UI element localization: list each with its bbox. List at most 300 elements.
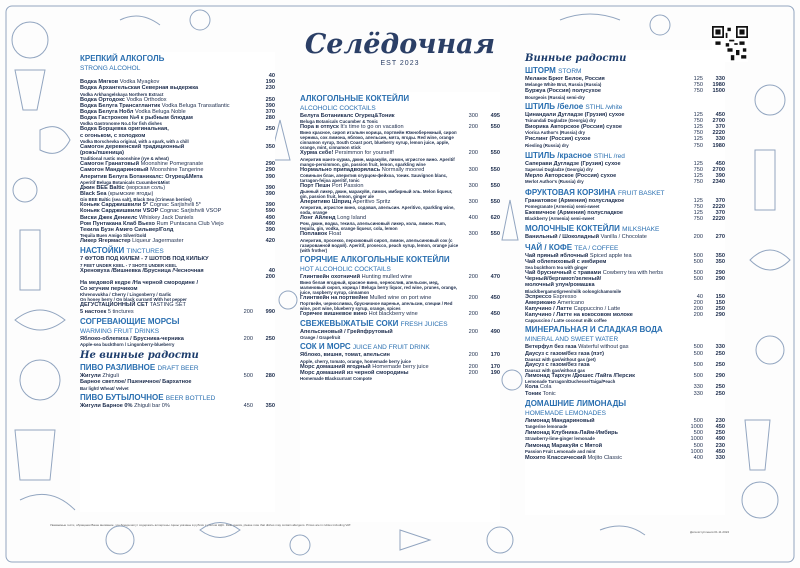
item-volume-2: 750 bbox=[693, 167, 703, 174]
item-name-ru: Виорика Авторское (Россия) сухое bbox=[525, 124, 622, 131]
item-price: 170 bbox=[490, 363, 500, 370]
item-volume: 500 bbox=[693, 350, 703, 357]
item-price: 290 bbox=[715, 270, 725, 277]
item-volume: 750 bbox=[693, 88, 703, 95]
item-subtitle: Blackberry (Armenia) semi-sweet bbox=[525, 216, 595, 222]
item-name-en: Long Island bbox=[337, 215, 367, 222]
item-volume: 500 bbox=[693, 270, 703, 277]
item-name-ru: Водка Мягков bbox=[80, 79, 119, 86]
item-price: 250 bbox=[715, 390, 725, 397]
item-name-ru: Кола bbox=[525, 384, 539, 391]
item-name-ru: Самогон деревенский традиционный bbox=[80, 143, 185, 150]
item-volume: 125 bbox=[693, 76, 703, 82]
item-name-ru: Пора в отпуск bbox=[300, 124, 339, 131]
item-subtitle: Vodka Arkhangelskaya Northern Extract bbox=[80, 91, 164, 97]
item-name-ru: Порт Пешн bbox=[300, 182, 331, 189]
item-price: 230 bbox=[715, 442, 725, 449]
item-volume: 500 bbox=[693, 373, 703, 380]
section-title bbox=[80, 246, 275, 256]
item-price: 495 bbox=[490, 113, 500, 119]
item-name-ru: Самогон Мандариновый bbox=[80, 167, 149, 174]
menu-item-sub bbox=[300, 130, 500, 150]
section-title-ru: АЛКОГОЛЬНЫЕ КОКТЕЙЛИ bbox=[300, 94, 410, 103]
item-price: 250 bbox=[265, 335, 275, 342]
item-name-ru: Рислинг (Россия) сухое bbox=[525, 136, 591, 143]
item-name-ru: Лимонад Мандариновый bbox=[525, 417, 595, 424]
item-subtitle: Aperitif Beluga Botanicals Cucumber&Mint bbox=[80, 179, 170, 185]
section-title bbox=[300, 94, 500, 113]
column-wine-drinks bbox=[525, 50, 725, 515]
item-volume: 200 bbox=[693, 312, 703, 319]
item-price: 250 bbox=[715, 350, 725, 357]
item-subtitle: Saperavi Dugladze (Georgia) dry bbox=[525, 167, 593, 173]
section-title-ru: ГОРЯЧИЕ АЛКОГОЛЬНЫЕ КОКТЕЙЛИ bbox=[300, 254, 450, 264]
item-price-2: 2220 bbox=[712, 216, 725, 223]
section-title-ru: КРЕПКИЙ АЛКОГОЛЬ bbox=[80, 54, 165, 63]
item-name-ru: Лонг Айленд bbox=[300, 215, 336, 222]
item-name-en: Vodka Myagkov bbox=[119, 79, 160, 86]
item-name bbox=[525, 455, 685, 461]
item-price: 150 bbox=[715, 299, 725, 306]
item-price: 290 bbox=[265, 167, 275, 174]
item-price: 290 bbox=[715, 276, 725, 283]
item-price: 40 bbox=[268, 267, 275, 274]
item-volume: 300 bbox=[468, 182, 478, 189]
item-name bbox=[525, 391, 685, 397]
item-name-ru: Даусуз с газом/без газа bbox=[525, 361, 590, 368]
item-price: 150 bbox=[715, 293, 725, 300]
item-name-en: Float bbox=[328, 231, 342, 238]
item-name-en: Vodka Beluga Transatlantic bbox=[161, 102, 230, 109]
section-title bbox=[525, 66, 725, 76]
item-name-ru: Тоник bbox=[525, 390, 542, 397]
item-subtitle: Sea buckthorn tea with ginger bbox=[525, 265, 588, 271]
item-subtitle: Tequila Buen Amigo Silver/Gold bbox=[80, 233, 147, 239]
item-price-2: 2340 bbox=[712, 179, 725, 186]
item-price: 40 bbox=[268, 73, 275, 79]
item-price: 390 bbox=[265, 202, 275, 209]
item-name-en: Zhiguli bbox=[102, 373, 119, 380]
section-title bbox=[300, 342, 500, 352]
item-name-en: Moonshine Tangerine bbox=[150, 167, 204, 174]
item-name-ru: Водка Гастроном №4 к рыбным блюдам bbox=[80, 115, 193, 122]
menu-item-sub bbox=[525, 318, 725, 323]
item-name-en: Waterful without gas bbox=[578, 344, 629, 351]
item-subtitle: Cappuccino / Latte coconut milk coffee bbox=[525, 318, 607, 324]
item-price: 250 bbox=[265, 96, 275, 103]
item-name-ru: Аперитиво Шприц bbox=[300, 199, 352, 206]
item-name bbox=[80, 309, 235, 315]
item-name bbox=[80, 268, 235, 274]
menu-item-sub bbox=[300, 205, 500, 215]
item-price: 550 bbox=[490, 231, 500, 238]
menu-item-sub bbox=[300, 221, 500, 231]
item-volume: 450 bbox=[243, 402, 253, 409]
section-title bbox=[80, 317, 275, 336]
item-name-en: Aperitivo Spritz bbox=[352, 199, 391, 206]
item-price-2: 490 bbox=[715, 436, 725, 443]
item-name-en: Tonic bbox=[542, 390, 556, 397]
menu-item bbox=[525, 234, 725, 240]
item-price: 280 bbox=[265, 373, 275, 380]
item-price-2: 1980 bbox=[712, 82, 725, 89]
item-name-ru: Поплавок bbox=[300, 231, 328, 238]
section-title bbox=[525, 224, 725, 234]
item-name-ru: Эспрессо bbox=[525, 293, 552, 300]
item-price: 450 bbox=[715, 111, 725, 118]
section-title-en: FRESH JUICES bbox=[400, 321, 448, 329]
section-title-en: JUICE AND FRUIT DRINK bbox=[352, 344, 430, 352]
item-volume-2: 750 bbox=[693, 82, 703, 89]
script-heading: Не винные радости bbox=[80, 350, 199, 362]
item-name-ru: Цинандали Дугладзе (Грузия) сухое bbox=[525, 111, 625, 118]
item-subtitle: Дынный ликер, джин, маракуйя, лимон, имбирный эль. Melon liqueur, gin, passion fruit, lemon, ginger ale bbox=[300, 189, 453, 200]
item-subtitle: Tsinandali Dugladze (Georgia) dry bbox=[525, 117, 596, 123]
item-price-2: 450 bbox=[715, 448, 725, 455]
item-price: 390 bbox=[265, 191, 275, 198]
item-subtitle: Аперитив, игристое вино, содовая, апельсин. Aperitivo, sparkling wine, soda, orange bbox=[300, 205, 455, 216]
item-volume: 200 bbox=[243, 335, 253, 342]
item-volume: 125 bbox=[693, 210, 703, 217]
item-price: 330 bbox=[715, 454, 725, 461]
item-volume: 125 bbox=[693, 124, 703, 131]
item-price: 280 bbox=[265, 115, 275, 122]
item-name-en: Hunting mulled wine bbox=[361, 273, 412, 280]
item-volume: 300 bbox=[468, 113, 478, 119]
item-price: 190 bbox=[490, 369, 500, 376]
item-name-ru: Гранатовое (Армения) полусладкое bbox=[525, 197, 625, 204]
item-name-en: Homemade berry juice bbox=[372, 363, 429, 370]
item-volume: 125 bbox=[693, 197, 703, 204]
item-subtitle: Homemade Blackcurrant Compote bbox=[300, 376, 372, 382]
item-name-en: Mulled wine on port wine bbox=[369, 294, 432, 301]
item-volume: 200 bbox=[468, 273, 478, 280]
item-price: 390 bbox=[265, 102, 275, 109]
item-name-ru: Водка Борщевка оригинальная, bbox=[80, 126, 169, 133]
item-name-en: (крымские ягоды) bbox=[108, 191, 154, 198]
item-subtitle: Vodka Gastronome No.4 for fish dishes bbox=[80, 121, 162, 127]
item-subtitle: Viorica Author's (Russia) dry bbox=[525, 130, 586, 136]
item-volume: 500 bbox=[693, 252, 703, 259]
section-title-ru: ШТИЛЬ /белое bbox=[525, 101, 584, 111]
item-name-ru: Ром Пунтакана Клаб Вьехо bbox=[80, 220, 155, 227]
item-volume: 200 bbox=[468, 363, 478, 370]
item-subtitle: Beluga Botanicals Cucumber & Tonic bbox=[300, 119, 378, 125]
section-title-en: STIHL /red bbox=[593, 152, 625, 160]
item-price: 1500 bbox=[712, 88, 725, 95]
item-price: 230 bbox=[715, 417, 725, 424]
item-name-en: 5 tinctures bbox=[107, 308, 134, 315]
item-volume: 500 bbox=[243, 373, 253, 380]
menu-item-sub bbox=[525, 95, 725, 100]
item-price: 450 bbox=[490, 311, 500, 318]
item-name-ru: Лимонад Клубника-Лайм-Имбирь bbox=[525, 430, 618, 437]
item-price: 250 bbox=[715, 430, 725, 437]
item-volume: 125 bbox=[693, 111, 703, 118]
footer-date: Дата вступления 01.11.2024 bbox=[690, 530, 730, 534]
item-name-ru: Хурма себе! bbox=[300, 150, 334, 157]
item-subtitle: Melange White Brut, Russia (Russia) bbox=[525, 82, 602, 88]
item-subtitle: Merlot Author's (Russia) dry bbox=[525, 179, 584, 185]
item-volume: 125 bbox=[693, 173, 703, 180]
section-title-ru: МОЛОЧНЫЕ КОКТЕЙЛИ bbox=[525, 224, 620, 234]
item-price: 370 bbox=[715, 124, 725, 131]
item-volume: 200 bbox=[468, 329, 478, 336]
item-name-ru: Коньяк Сарджишвили 5* bbox=[80, 202, 149, 209]
section-title-en: MINERAL AND SWEET WATER bbox=[525, 336, 619, 344]
item-name-en: TASTING SET bbox=[149, 302, 186, 309]
item-volume: 200 bbox=[693, 299, 703, 306]
item-name-ru: Капучино / Латте bbox=[525, 306, 572, 313]
item-name-ru: Саперави Дугладзе (Грузия) сухое bbox=[525, 160, 621, 167]
item-price-2: 2700 bbox=[712, 167, 725, 174]
item-volume: 200 bbox=[468, 294, 478, 301]
section-title-en: HOT ALCOHOLIC COCKTAILS bbox=[300, 265, 391, 273]
item-volume-2: 750 bbox=[693, 142, 703, 149]
item-name-ru: Американо bbox=[525, 299, 556, 306]
item-subtitle: Bourgeois (Russia) semi-dry bbox=[525, 94, 585, 100]
item-price: 370 bbox=[715, 197, 725, 204]
item-name-en: Cola bbox=[539, 384, 552, 391]
item-name bbox=[80, 403, 235, 409]
item-price: 490 bbox=[490, 329, 500, 336]
menu-item-sub bbox=[80, 386, 275, 391]
section-title bbox=[525, 151, 725, 161]
section-title-ru: СВЕЖЕВЫЖАТЫЕ СОКИ bbox=[300, 319, 399, 329]
item-subtitle: Dausuz with gas/without gas (pet) bbox=[525, 356, 596, 362]
item-name-ru: Морс домашний из черной смородины bbox=[300, 369, 409, 376]
item-price: 490 bbox=[265, 214, 275, 221]
item-subtitle: Passion Fruit Lemonade and mint bbox=[525, 448, 596, 454]
script-heading: Винные радости bbox=[525, 53, 627, 64]
item-volume: 500 bbox=[693, 442, 703, 449]
item-volume-2: 750 bbox=[693, 216, 703, 223]
item-name-ru: Нормально припадворялась bbox=[300, 166, 381, 173]
item-name-en: Vanilla / Chocolate bbox=[600, 234, 647, 241]
logo-est: EST 2023 bbox=[380, 60, 420, 67]
item-subtitle: Lemonade Tarragon/Duchesse/Taiga/Peach bbox=[525, 379, 616, 385]
item-price: 490 bbox=[265, 220, 275, 227]
item-name-en: Normally moored bbox=[381, 166, 425, 173]
item-name-en: Rum Puntacana Club Viejo bbox=[156, 220, 224, 227]
item-name-ru: Мерло Авторское (Россия) сухое bbox=[525, 173, 617, 180]
item-name-en: Cognac Sarjishvili 5* bbox=[149, 202, 201, 209]
item-subtitle: Ром, джин, водка, текила, апельсиновый ликер, кола, лимон. Rum, tequila, gin, vodka, orange liqueur, cola, lemon bbox=[300, 221, 447, 232]
item-name-ru: Лимонад Тархун /Дюшес /Тайга /Персик bbox=[525, 373, 635, 380]
section-title bbox=[525, 243, 725, 253]
menu-item bbox=[80, 403, 275, 409]
item-name-ru: Ежевичное (Армения) полусладкое bbox=[525, 210, 623, 217]
item-price: 550 bbox=[490, 199, 500, 206]
item-price: 250 bbox=[265, 126, 275, 133]
item-volume-2: 750 bbox=[693, 130, 703, 137]
item-price: 550 bbox=[490, 124, 500, 131]
item-name-ru: Яблоко, вишня, томат, апельсин bbox=[300, 352, 390, 359]
item-subtitle: Вино красное, сироп итальян корица, портвейн Южнобережный, сироп черника, сок лимона, яблоко, апельсин, мята, ягоды. Red wine, orange cinnamon syrup, South Coast port, blueberry syrup, lemon juice, apple, orange, mint, cinnamon stick bbox=[300, 130, 457, 151]
item-name-ru: Белуга Ботаникалс Огурец&Тоник bbox=[300, 113, 395, 119]
item-subtitle: Traditional rustic moonshine (rye & wheat) bbox=[80, 156, 169, 162]
item-name-ru: молочный улун/ромашка bbox=[525, 282, 595, 289]
item-volume: 400 bbox=[468, 215, 478, 222]
item-name-en: Hot blackberry wine bbox=[368, 311, 418, 318]
item-name-en: Cowberry tea with herbs bbox=[602, 270, 664, 277]
item-name-en: Persimmon for yourself! bbox=[334, 150, 394, 157]
item-subtitle: Orange / Grapefruit bbox=[300, 335, 341, 341]
section-title-ru: ПИВО РАЗЛИВНОЕ bbox=[80, 363, 156, 373]
item-subtitle: 7 FEET UNDER KEEL - 7 SHOTS UNDER KEEL bbox=[80, 262, 178, 268]
menu-item-sub bbox=[300, 376, 500, 381]
item-price: 450 bbox=[490, 294, 500, 301]
item-subtitle: Apple, cherry, tomato, orange, homemade berry juice bbox=[300, 358, 411, 364]
item-price: 390 bbox=[715, 173, 725, 180]
item-price: 330 bbox=[715, 76, 725, 82]
item-subtitle: Strawberry-lime-ginger lemonade bbox=[525, 436, 595, 442]
item-name-ru: (рожь/пшеница) bbox=[80, 150, 125, 157]
item-name-en: Spiced apple tea bbox=[589, 252, 632, 259]
item-name-ru: Глинтвейн охотничий bbox=[300, 273, 361, 280]
item-price-2: 1980 bbox=[712, 142, 725, 149]
section-title bbox=[80, 363, 275, 373]
section-title-en: TINCTURES bbox=[126, 248, 164, 256]
item-subtitle: Pomegranate (Armenia) semi-sweet bbox=[525, 203, 600, 209]
section-title-ru: МИНЕРАЛЬНАЯ И СЛАДКАЯ ВОДА bbox=[525, 325, 663, 335]
item-name-en: Moonshine Pomegranate bbox=[140, 161, 204, 168]
menu-item-sub bbox=[300, 157, 500, 167]
item-name-en: Zhiguli bar 0% bbox=[134, 402, 170, 409]
item-volume: 200 bbox=[468, 311, 478, 318]
item-price: 550 bbox=[490, 150, 500, 157]
item-name-ru: Водка Белуга Нобл bbox=[80, 109, 134, 116]
item-volume-2: 750 bbox=[693, 203, 703, 210]
item-subtitle: Аперитив манго-хурма, джин, маракуйя, лимон, игристое вино. Aperitif mango-persimmon, gin, passion fruit, lemon, sparkling wine bbox=[300, 156, 455, 167]
footer-note: Уважаемые гости, обращаем Ваше внимание, что блюда могут содержать аллергены. Цены указаны в рублях с учетом НДС. Dear guests, please note that dishes may contain allergens. Prices are in rubles including VAT. bbox=[50, 523, 352, 527]
section-title bbox=[525, 188, 725, 198]
menu-item bbox=[525, 455, 725, 461]
item-volume-2: 750 bbox=[693, 179, 703, 186]
section-title-en: STORM bbox=[558, 68, 582, 75]
section-title-en: HOMEMADE LEMONADES bbox=[525, 409, 606, 417]
item-volume-2: 750 bbox=[693, 117, 703, 124]
column-cocktails bbox=[300, 92, 500, 522]
item-price-2: 2220 bbox=[712, 203, 725, 210]
menu-item-sub bbox=[525, 216, 725, 222]
item-volume: 200 bbox=[468, 150, 478, 157]
item-subtitle: Black/bergamot/green/milk oolong/chamomile bbox=[525, 288, 622, 294]
item-name-ru: Барное светлое/ Пшеничное/ Бархатное bbox=[80, 379, 192, 386]
item-price: 420 bbox=[265, 238, 275, 245]
item-name-ru: Ветерфул без газа bbox=[525, 344, 577, 351]
menu-item-sub bbox=[300, 189, 500, 199]
item-price-2: 2700 bbox=[712, 117, 725, 124]
item-name-ru: Яблоко-облепиха / Брусника-черника bbox=[80, 335, 184, 342]
item-price: 250 bbox=[715, 384, 725, 391]
item-volume: 200 bbox=[468, 369, 478, 376]
section-title-en: TEA / COFFEE bbox=[574, 244, 619, 252]
item-name-ru: Меланж Брют Белое, Россия bbox=[525, 76, 605, 82]
menu-item bbox=[80, 238, 275, 244]
item-name-ru: Лимонад Маракуйя с Мятой bbox=[525, 442, 603, 449]
item-name-ru: На медовой кедре /На черной смородине / bbox=[80, 280, 199, 287]
item-name-ru: Горячее вишневое вино bbox=[300, 311, 368, 318]
item-price: 390 bbox=[265, 227, 275, 234]
section-title-ru: ПИВО БУТЫЛОЧНОЕ bbox=[80, 392, 164, 402]
item-subtitle: On honey berry / On black currant/ With hot pepper bbox=[80, 297, 187, 303]
item-name-ru: Жигули bbox=[80, 373, 101, 380]
item-subtitle: Vodka Borschevka original, with a spark, with a chill bbox=[80, 138, 189, 144]
item-price: 350 bbox=[715, 252, 725, 259]
item-volume-2: 1000 bbox=[690, 448, 703, 455]
item-price: 390 bbox=[265, 184, 275, 191]
item-name-ru: ДЕГУСТАЦИОННЫЙ СЕТ bbox=[80, 302, 149, 309]
menu-item bbox=[300, 311, 500, 317]
menu-item bbox=[80, 309, 275, 315]
item-name-ru: Джин BEE Baltic bbox=[80, 184, 125, 191]
item-name-ru: Водка Белуга Трансатлантик bbox=[80, 102, 161, 109]
item-name-en: (морская соль) bbox=[126, 184, 166, 191]
item-price-2: 450 bbox=[715, 423, 725, 430]
item-volume: 125 bbox=[693, 160, 703, 167]
item-volume-2: 1000 bbox=[690, 423, 703, 430]
item-volume: 200 bbox=[468, 352, 478, 359]
item-price: 330 bbox=[715, 136, 725, 143]
menu-item-sub bbox=[300, 238, 500, 253]
section-title-ru: ЧАЙ / КОФЕ bbox=[525, 242, 573, 252]
item-volume: 330 bbox=[693, 390, 703, 397]
item-subtitle: Dausuz with gas/without gas bbox=[525, 368, 586, 374]
item-subtitle: Tangerine lemonade bbox=[525, 423, 568, 429]
item-name-ru: Самогон Гранатовый bbox=[80, 161, 140, 168]
item-name-en: Cognac Sarjishvili VSOP bbox=[159, 208, 222, 215]
item-name-ru: Буржуа (Россия) полусухое bbox=[525, 88, 602, 95]
item-subtitle: Вино белая ягодный, красное вино, чернослив, апельсин, мед, малиновый сироп, корица / Beluga berry liquor, red wine, prunes, orange, juice, raspberry syrup, cinnamon bbox=[300, 279, 458, 295]
item-name-ru: 5 настоек bbox=[80, 308, 107, 315]
item-price: 590 bbox=[265, 208, 275, 215]
section-title-en: STRONG ALCOHOL bbox=[80, 65, 141, 72]
item-price-2: 2220 bbox=[712, 130, 725, 137]
item-volume: 330 bbox=[693, 384, 703, 391]
section-title bbox=[80, 54, 275, 73]
section-title-en: ALCOHOLIC COCKTAILS bbox=[300, 105, 376, 112]
section-title-en: STIHL /white bbox=[585, 103, 623, 111]
item-price: 230 bbox=[265, 85, 275, 92]
item-name-ru: 7 ФУТОВ ПОД КИЛЕМ - 7 ШОТОВ ПОД КИЛЬКУ bbox=[80, 256, 209, 263]
item-price: 450 bbox=[715, 160, 725, 167]
item-name-ru: Black Sea bbox=[80, 191, 107, 198]
item-volume: 500 bbox=[693, 258, 703, 265]
item-name-ru: Текила Бузн Амиго Сильвер/Голд bbox=[80, 227, 174, 234]
item-price: 350 bbox=[715, 258, 725, 265]
item-name-en: Vodka Beluga Noble bbox=[135, 109, 186, 116]
item-price: 270 bbox=[715, 234, 725, 241]
item-volume: 500 bbox=[693, 417, 703, 424]
item-name-ru: Водка Архангельская Северная выдержка bbox=[80, 85, 199, 92]
menu-item-sub bbox=[300, 280, 500, 295]
item-subtitle: Riesling (Russia) dry bbox=[525, 142, 569, 148]
item-subtitle: Bar light/ Wheat/ Velvet bbox=[80, 385, 129, 391]
item-name-en: Vodka Orthodox bbox=[126, 96, 167, 103]
item-name-ru: Глинтвейн на портвейне bbox=[300, 294, 369, 301]
item-volume: 500 bbox=[693, 344, 703, 351]
item-subtitle: Аперитив, просекко, персиковый сироп, лимон, апельсиновый сок (с газированной водой). Aperitif, prosecco, peach syrup, lemon, orange juice (with frother) bbox=[300, 237, 459, 253]
item-volume: 300 bbox=[468, 199, 478, 206]
item-price: 470 bbox=[490, 273, 500, 280]
item-name-ru: Морс домашний ягодный bbox=[300, 363, 371, 370]
item-price: 330 bbox=[715, 344, 725, 351]
item-subtitle: Портвейн, черносливка, брусничное варенье, апельсин, специи / Red wine, port wine, blueberry syrup, orange, spices bbox=[300, 301, 453, 312]
item-name-ru: Чай брусничный с травами bbox=[525, 270, 602, 277]
section-title-ru: СОГРЕВАЮЩИЕ МОРСЫ bbox=[80, 316, 180, 326]
section-title-ru: СОК И МОРС bbox=[300, 342, 351, 352]
